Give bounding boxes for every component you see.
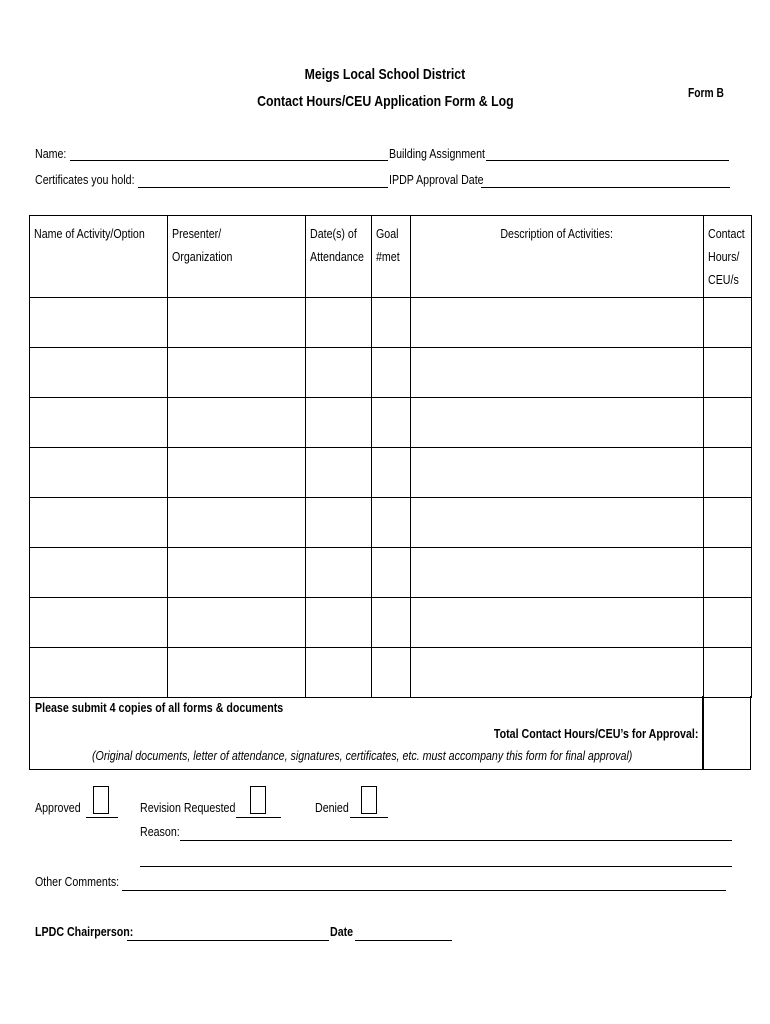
cell-dates[interactable] [306, 548, 372, 598]
cell-goal[interactable] [372, 298, 411, 348]
certificates-field[interactable] [138, 187, 388, 188]
cell-presenter[interactable] [168, 598, 306, 648]
building-field[interactable] [486, 160, 729, 161]
col-header-presenter: Presenter/ Organization [168, 216, 306, 298]
cell-description[interactable] [411, 448, 704, 498]
cell-presenter[interactable] [168, 498, 306, 548]
table-row [30, 398, 752, 448]
table-row [30, 498, 752, 548]
chairperson-signature-field[interactable] [127, 940, 329, 941]
ipdp-label: IPDP Approval Date [389, 172, 484, 187]
denied-label: Denied [315, 800, 349, 815]
table-row [30, 448, 752, 498]
cell-goal[interactable] [372, 598, 411, 648]
denied-checkbox[interactable] [361, 786, 377, 814]
cell-dates[interactable] [306, 598, 372, 648]
form-code: Form B [688, 86, 724, 100]
chairperson-label: LPDC Chairperson: [35, 924, 134, 939]
revision-line [236, 817, 281, 818]
building-label: Building Assignment [389, 146, 486, 161]
cell-presenter[interactable] [168, 648, 306, 698]
cell-activity[interactable] [30, 498, 168, 548]
col-header-contact-hours: Contact Hours/ CEU/s [704, 216, 752, 298]
cell-contact-hours[interactable] [704, 648, 752, 698]
cell-description[interactable] [411, 298, 704, 348]
name-field[interactable] [70, 160, 388, 161]
cell-goal[interactable] [372, 348, 411, 398]
cell-presenter[interactable] [168, 298, 306, 348]
cell-dates[interactable] [306, 298, 372, 348]
cell-contact-hours[interactable] [704, 498, 752, 548]
cell-contact-hours[interactable] [704, 298, 752, 348]
table-header-row [30, 216, 752, 298]
cell-dates[interactable] [306, 498, 372, 548]
cell-dates[interactable] [306, 448, 372, 498]
table-row [30, 648, 752, 698]
other-comments-field[interactable] [122, 890, 726, 891]
cell-description[interactable] [411, 598, 704, 648]
revision-checkbox[interactable] [250, 786, 266, 814]
col-header-dates: Date(s) of Attendance [306, 216, 372, 298]
activity-log-table [29, 215, 752, 698]
form-title: Contact Hours/CEU Application Form & Log [256, 93, 514, 110]
cell-activity[interactable] [30, 598, 168, 648]
cell-goal[interactable] [372, 498, 411, 548]
cell-presenter[interactable] [168, 548, 306, 598]
cell-presenter[interactable] [168, 348, 306, 398]
cell-goal[interactable] [372, 398, 411, 448]
date-field[interactable] [355, 940, 452, 941]
cell-contact-hours[interactable] [704, 398, 752, 448]
table-row [30, 548, 752, 598]
total-hours-label: Total Contact Hours/CEU’s for Approval: [493, 726, 698, 741]
revision-label: Revision Requested [140, 800, 236, 815]
cell-contact-hours[interactable] [704, 448, 752, 498]
cell-goal[interactable] [372, 448, 411, 498]
cell-description[interactable] [411, 348, 704, 398]
cell-dates[interactable] [306, 398, 372, 448]
cell-goal[interactable] [372, 648, 411, 698]
cell-activity[interactable] [30, 648, 168, 698]
table-row [30, 298, 752, 348]
other-comments-label: Other Comments: [35, 874, 120, 889]
cell-description[interactable] [411, 498, 704, 548]
approved-line [86, 817, 118, 818]
certificates-label: Certificates you hold: [35, 172, 135, 187]
date-label: Date [330, 924, 354, 939]
cell-activity[interactable] [30, 398, 168, 448]
reason-field[interactable] [180, 840, 732, 841]
cell-description[interactable] [411, 648, 704, 698]
ipdp-field[interactable] [481, 187, 730, 188]
cell-contact-hours[interactable] [704, 348, 752, 398]
col-header-activity: Name of Activity/Option [30, 216, 168, 298]
cell-dates[interactable] [306, 648, 372, 698]
col-header-goal: Goal #met [372, 216, 411, 298]
cell-dates[interactable] [306, 348, 372, 398]
reason-label: Reason: [140, 824, 180, 839]
table-row [30, 598, 752, 648]
cell-contact-hours[interactable] [704, 548, 752, 598]
cell-activity[interactable] [30, 448, 168, 498]
col-header-description: Description of Activities: [411, 216, 704, 298]
cell-activity[interactable] [30, 348, 168, 398]
approved-label: Approved [35, 800, 81, 815]
cell-activity[interactable] [30, 298, 168, 348]
submit-copies-note: Please submit 4 copies of all forms & documents [35, 700, 284, 715]
name-label: Name: [35, 146, 67, 161]
table-row [30, 348, 752, 398]
cell-goal[interactable] [372, 548, 411, 598]
cell-presenter[interactable] [168, 448, 306, 498]
original-documents-note: (Original documents, letter of attendance, signatures, certificates, etc. must accompany this form for final approval) [92, 748, 633, 763]
cell-description[interactable] [411, 548, 704, 598]
cell-presenter[interactable] [168, 398, 306, 448]
cell-activity[interactable] [30, 548, 168, 598]
denied-line [350, 817, 388, 818]
district-title: Meigs Local School District [304, 66, 466, 83]
cell-description[interactable] [411, 398, 704, 448]
approved-checkbox[interactable] [93, 786, 109, 814]
cell-contact-hours[interactable] [704, 598, 752, 648]
reason-field-line-2[interactable] [140, 866, 732, 867]
